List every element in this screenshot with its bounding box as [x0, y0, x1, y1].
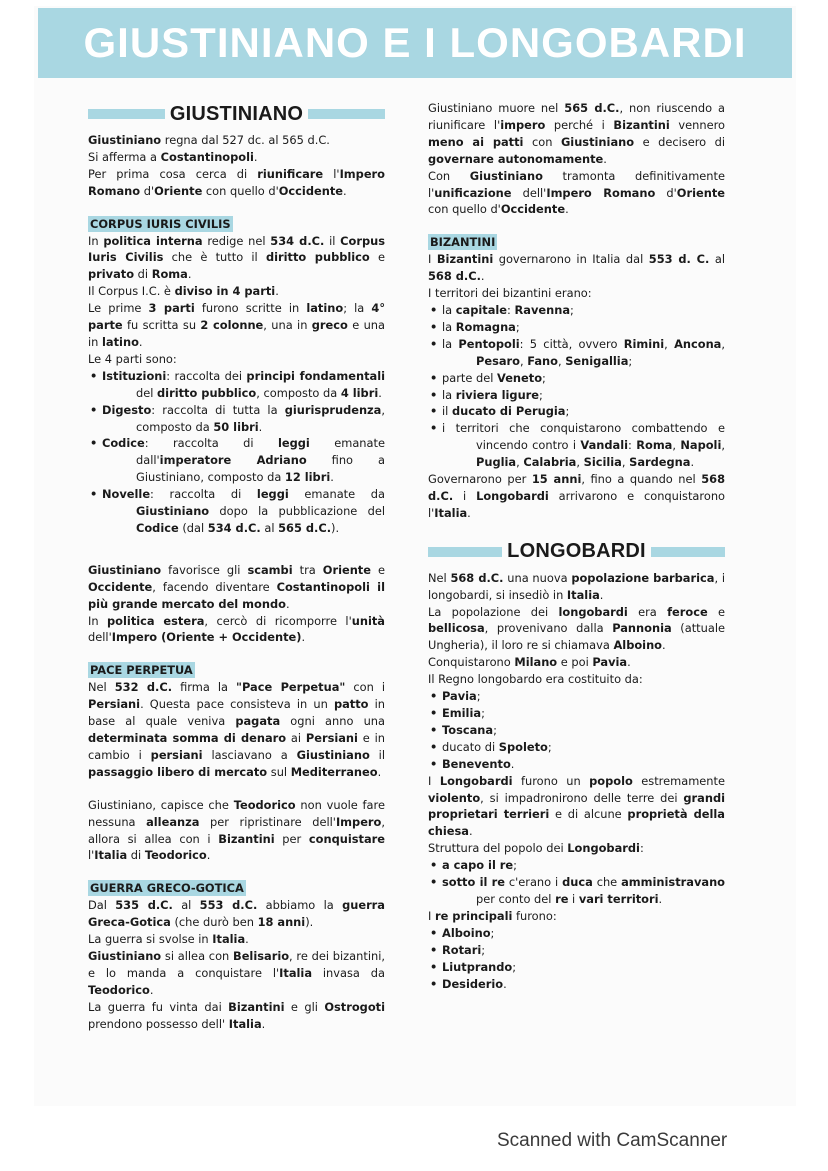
paragraph: Si afferma a Costantinopoli. — [88, 149, 258, 164]
list-item: • Rotari; — [428, 942, 725, 959]
trade-paragraphs — [88, 562, 385, 647]
pace-paragraphs — [88, 679, 385, 780]
left-column — [88, 100, 385, 1033]
list-item: • Novelle: raccolta di leggi emanate da Giustiniano dopo la pubblicazione del Codice (dal 534 d.C. al 565 d.C.). — [88, 486, 385, 537]
list-item: • la capitale: Ravenna; — [428, 302, 725, 319]
corpus-paragraphs — [88, 233, 385, 368]
kings-intro — [428, 908, 725, 925]
bizantini-end-paragraph — [428, 471, 725, 522]
intro-paragraphs — [88, 132, 385, 200]
paragraph: Il Corpus I.C. è diviso in 4 parti. — [88, 284, 279, 299]
list-item: • sotto il re c'erano i duca che amministravano per conto del re i vari territori. — [428, 874, 725, 908]
list-item: • Codice: raccolta di leggi emanate dall'imperatore Adriano fino a Giustiniano, composto da 12 libri. — [88, 435, 385, 486]
subheading-bizantini: BIZANTINI — [430, 235, 496, 250]
list-item: • Alboino; — [428, 925, 725, 942]
list-item: • ducato di Spoleto; — [428, 739, 725, 756]
list-item: • Digesto: raccolta di tutta la giurisprudenza, composto da 50 libri. — [88, 402, 385, 436]
list-item: • i territori che conquistarono combattendo e vincendo contro i Vandali: Roma, Napoli, Puglia, Calabria, Sicilia, Sardegna. — [428, 420, 725, 471]
section-heading-giustiniano — [88, 102, 385, 126]
heading-text: LONGOBARDI — [502, 543, 651, 560]
paragraph: La guerra si svolse in Italia. — [88, 932, 249, 947]
list-item: • Istituzioni: raccolta dei principi fondamentali del diritto pubblico, composto da 4 libri. — [88, 368, 385, 402]
list-item: • Emilia; — [428, 705, 725, 722]
paragraph: Governarono per 15 anni, fino a quando nel 568 d.C. i Longobardi arrivarono e conquistarono l'Italia. — [428, 472, 726, 520]
list-item: • la Romagna; — [428, 319, 725, 336]
list-item: • Benevento. — [428, 756, 725, 773]
death-paragraphs — [428, 100, 725, 218]
list-item: • il ducato di Perugia; — [428, 403, 725, 420]
paragraph: Per prima cosa cerca di riunificare l'Impero Romano d'Oriente con quello d'Occidente. — [88, 166, 385, 198]
bizantini-territories-list — [428, 302, 725, 471]
paragraph: La guerra fu vinta dai Bizantini e gli Ostrogoti prendono possesso dell' Italia. — [88, 999, 385, 1031]
paragraph: In politica interna redige nel 534 d.C. il Corpus Iuris Civilis che è tutto il diritto pubblico e privato di Roma. — [88, 233, 386, 282]
section-heading-longobardi — [428, 540, 725, 564]
guerra-paragraphs — [88, 897, 385, 1032]
paragraph: La popolazione dei longobardi era feroce e bellicosa, provenivano dalla Pannonia (attuale Ungheria), il loro re si chiamava Alboino. — [428, 604, 725, 653]
corpus-parts-list — [88, 368, 385, 537]
paragraph: Giustiniano si allea con Belisario, re dei bizantini, e lo manda a conquistare l'Italia invasa da Teodorico. — [88, 948, 385, 997]
paragraph: Le 4 parti sono: — [88, 351, 177, 366]
list-item: • Toscana; — [428, 722, 725, 739]
subheading-corpus: CORPUS IURIS CIVILIS — [90, 216, 231, 231]
paragraph: Struttura del popolo dei Longobardi: — [428, 841, 644, 856]
paragraph: Giustiniano favorisce gli scambi tra Oriente e Occidente, facendo diventare Costantinopoli il più grande mercato del mondo. — [88, 562, 385, 611]
paragraph: I Longobardi furono un popolo estremamente violento, si impadronirono delle terre dei grandi proprietari terrieri e di alcune proprietà della chiesa. — [428, 773, 725, 839]
structure-list — [428, 857, 725, 908]
list-item: • parte del Veneto; — [428, 370, 725, 387]
paragraph: I territori dei bizantini erano: — [428, 286, 592, 301]
list-item: • la Pentopoli: 5 città, ovvero Rimini, Ancona, Pesaro, Fano, Senigallia; — [428, 336, 725, 370]
list-item: • Desiderio. — [428, 976, 725, 993]
paragraph: Giustiniano, capisce che Teodorico non vuole fare nessuna alleanza per ripristinare dell'Impero, allora si allea con i Bizantini per conquistare l'Italia di Teodorico. — [88, 797, 385, 863]
paragraph: Dal 535 d.C. al 553 d.C. abbiamo la guerra Greca-Gotica (che durò ben 18 anni). — [88, 898, 385, 930]
list-item: • la riviera ligure; — [428, 387, 725, 404]
page-title: GIUSTINIANO E I LONGOBARDI — [83, 19, 747, 66]
scanner-watermark: Scanned with CamScanner — [497, 1130, 728, 1151]
title-banner — [38, 8, 792, 78]
paragraph: Giustiniano muore nel 565 d.C., non riuscendo a riunificare l'impero perché i Bizantini vennero meno ai patti con Giustiniano e decisero di governare autonomamente. — [428, 101, 726, 166]
list-item: • a capo il re; — [428, 857, 725, 874]
paragraph: Nel 532 d.C. firma la "Pace Perpetua" con i Persiani. Questa pace consisteva in un patto in base al quale veniva pagata ogni anno una determinata somma di denaro ai Persiani e in cambio i persiani lasciavano a Giustiniano il passaggio libero di mercato sul Mediterraneo. — [88, 680, 386, 779]
subheading-pace: PACE PERPETUA — [90, 663, 193, 678]
teodorico-paragraph — [88, 797, 385, 865]
kings-list — [428, 925, 725, 993]
longobardi-mid-paragraphs — [428, 773, 725, 858]
longobardi-paragraphs — [428, 570, 725, 688]
bizantini-paragraphs — [428, 251, 725, 302]
paragraph: In politica estera, cercò di ricomporre l'unità dell'Impero (Oriente + Occidente). — [88, 613, 385, 645]
heading-text: GIUSTINIANO — [165, 106, 308, 123]
paragraph: Il Regno longobardo era costituito da: — [428, 672, 643, 687]
paragraph: Con Giustiniano tramonta definitivamente l'unificazione dell'Impero Romano d'Oriente con quello d'Occidente. — [428, 168, 726, 217]
paragraph: Giustiniano regna dal 527 dc. al 565 d.C. — [88, 133, 330, 147]
subheading-guerra: GUERRA GRECO-GOTICA — [90, 881, 244, 896]
regno-list — [428, 688, 725, 773]
paragraph: Nel 568 d.C. una nuova popolazione barbarica, i longobardi, si insediò in Italia. — [428, 570, 725, 602]
paragraph: I re principali furono: — [428, 908, 557, 923]
list-item: • Liutprando; — [428, 959, 725, 976]
list-item: • Pavia; — [428, 688, 725, 705]
paragraph: Conquistarono Milano e poi Pavia. — [428, 655, 631, 670]
paragraph: Le prime 3 parti furono scritte in latino; la 4° parte fu scritta su 2 colonne, una in greco e una in latino. — [88, 301, 386, 349]
paragraph: I Bizantini governarono in Italia dal 553 d. C. al 568 d.C.. — [428, 252, 726, 284]
right-column — [428, 100, 725, 992]
